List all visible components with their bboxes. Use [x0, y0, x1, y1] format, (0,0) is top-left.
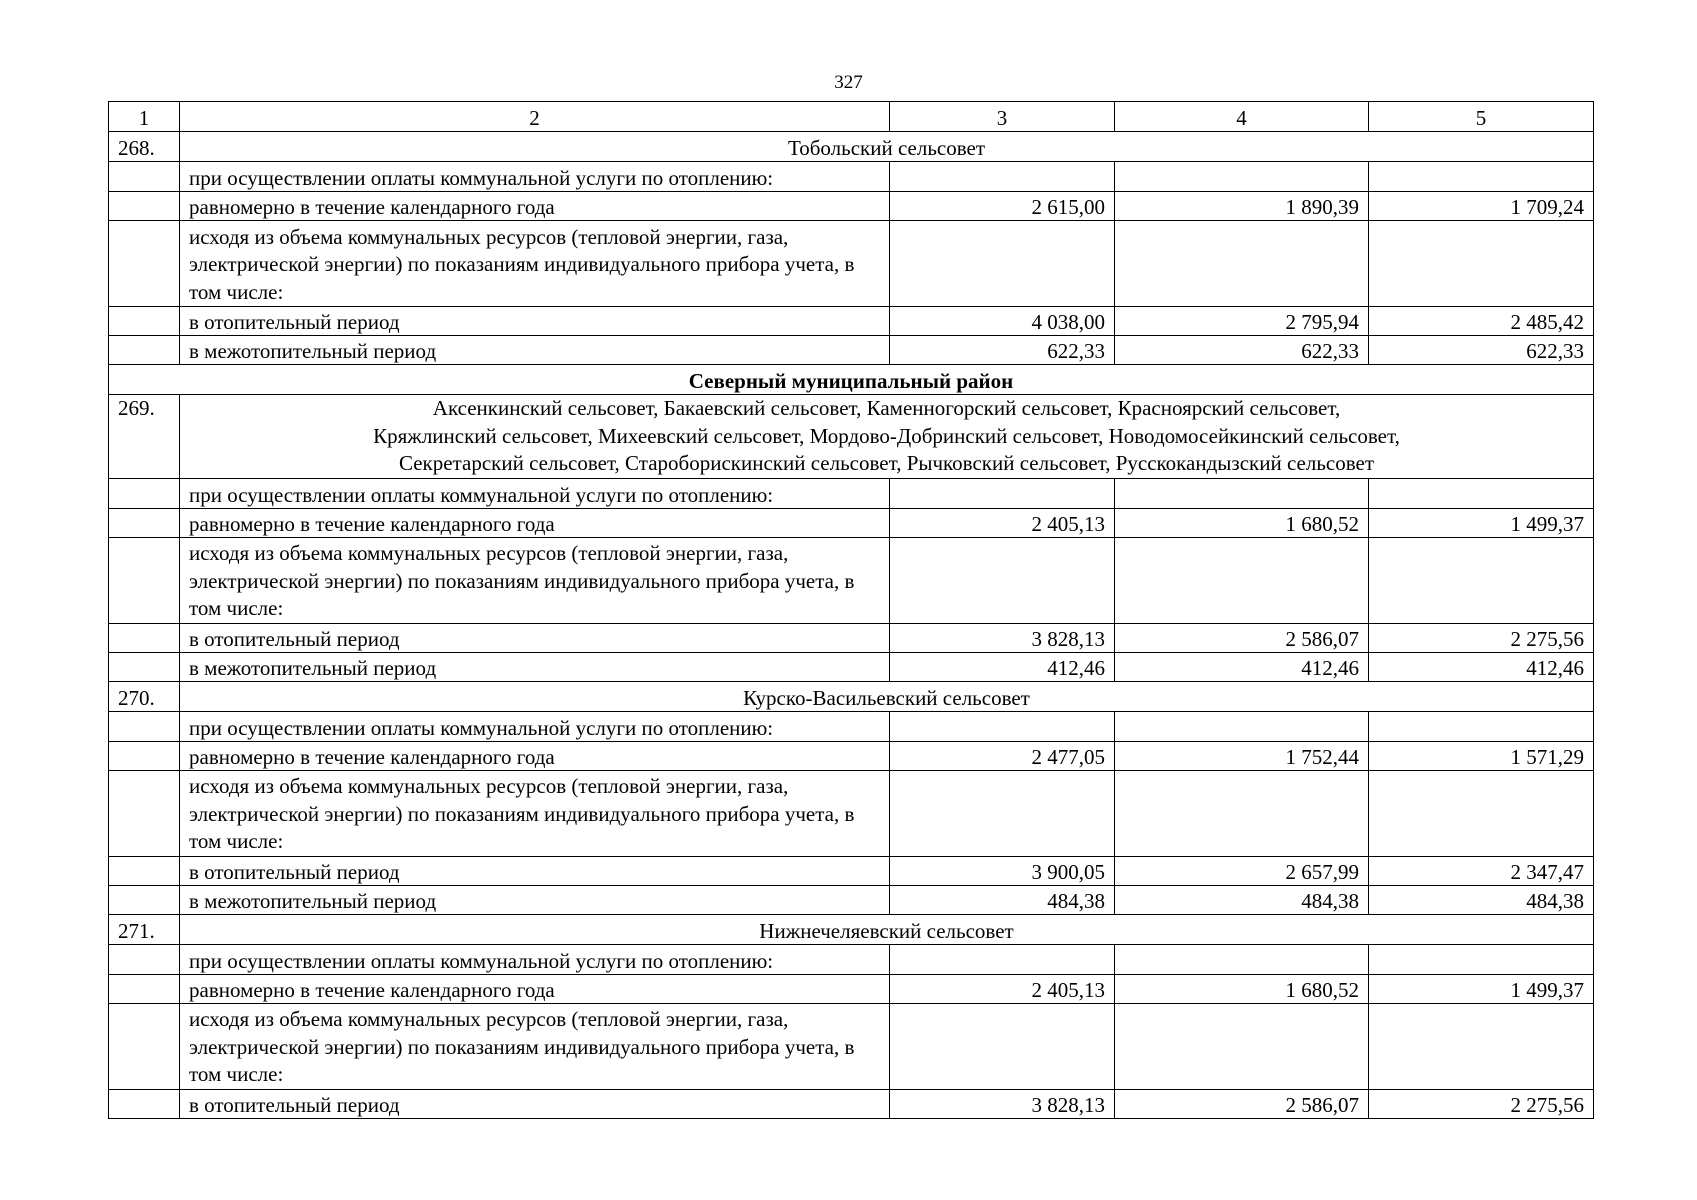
value-cell: 1 752,44: [1115, 741, 1369, 770]
value-cell: 2 586,07: [1115, 1089, 1369, 1118]
empty-cell: [1369, 162, 1594, 192]
empty-cell: [109, 711, 180, 741]
table-row: [109, 192, 1594, 221]
value-cell: 2 275,56: [1369, 623, 1594, 652]
table-row: [109, 974, 1594, 1003]
empty-cell: [109, 307, 180, 336]
empty-cell: [1369, 1003, 1594, 1089]
table-row: [109, 623, 1594, 652]
column-number: 3: [890, 102, 1115, 132]
table-row: [109, 770, 1594, 856]
settlement-list-line: Секретарский сельсовет, Староборискинский сельсовет, Рычковский сельсовет, Русскокандызский сельсовет: [398, 451, 1375, 475]
table-row: [109, 856, 1594, 885]
empty-cell: [109, 856, 180, 885]
table-row: [109, 885, 1594, 914]
item-number: 269.: [109, 395, 180, 479]
value-cell: 4 038,00: [890, 307, 1115, 336]
table-row: [109, 1089, 1594, 1118]
value-cell: 622,33: [890, 336, 1115, 365]
row-label: равномерно в течение календарного года: [180, 508, 890, 537]
empty-cell: [1115, 944, 1369, 974]
row-label: равномерно в течение календарного года: [180, 974, 890, 1003]
value-cell: 3 828,13: [890, 1089, 1115, 1118]
value-cell: 2 405,13: [890, 974, 1115, 1003]
value-cell: 2 615,00: [890, 192, 1115, 221]
row-label: в отопительный период: [180, 856, 890, 885]
table-row: [109, 711, 1594, 741]
item-number: 270.: [109, 681, 180, 711]
item-title-row: [109, 395, 1594, 479]
value-cell: 412,46: [890, 652, 1115, 681]
row-label: исходя из объема коммунальных ресурсов (тепловой энергии, газа, электрической энергии) по показаниям индивидуального прибора учета, в том числе:: [180, 1003, 890, 1089]
empty-cell: [1115, 162, 1369, 192]
table-row: [109, 652, 1594, 681]
empty-cell: [890, 1003, 1115, 1089]
value-cell: 2 485,42: [1369, 307, 1594, 336]
table-row: [109, 537, 1594, 623]
empty-cell: [109, 221, 180, 307]
row-label: в межотопительный период: [180, 336, 890, 365]
column-number: 2: [180, 102, 890, 132]
item-number: 271.: [109, 914, 180, 944]
value-cell: 1 571,29: [1369, 741, 1594, 770]
table-row: [109, 1003, 1594, 1089]
empty-cell: [1369, 770, 1594, 856]
empty-cell: [109, 537, 180, 623]
settlement-name: Тобольский сельсовет: [180, 132, 1594, 162]
row-label: равномерно в течение календарного года: [180, 192, 890, 221]
value-cell: 2 347,47: [1369, 856, 1594, 885]
item-number: 268.: [109, 132, 180, 162]
table-row: [109, 221, 1594, 307]
value-cell: 484,38: [1369, 885, 1594, 914]
row-label: равномерно в течение календарного года: [180, 741, 890, 770]
value-cell: 1 709,24: [1369, 192, 1594, 221]
empty-cell: [890, 478, 1115, 508]
empty-cell: [109, 478, 180, 508]
empty-cell: [1115, 221, 1369, 307]
row-label: при осуществлении оплаты коммунальной услуги по отоплению:: [180, 162, 890, 192]
empty-cell: [109, 336, 180, 365]
district-heading: Северный муниципальный район: [109, 365, 1594, 395]
empty-cell: [890, 711, 1115, 741]
value-cell: 412,46: [1369, 652, 1594, 681]
empty-cell: [890, 944, 1115, 974]
column-number: 1: [109, 102, 180, 132]
district-heading-row: [109, 365, 1594, 395]
table-row: [109, 307, 1594, 336]
empty-cell: [109, 1003, 180, 1089]
empty-cell: [1115, 711, 1369, 741]
value-cell: 622,33: [1369, 336, 1594, 365]
column-number: 5: [1369, 102, 1594, 132]
column-number-row: [109, 102, 1594, 132]
settlement-list-line: Аксенкинский сельсовет, Бакаевский сельсовет, Каменногорский сельсовет, Красноярский сельсовет,: [432, 396, 1341, 420]
table-row: [109, 336, 1594, 365]
row-label: исходя из объема коммунальных ресурсов (тепловой энергии, газа, электрической энергии) по показаниям индивидуального прибора учета, в том числе:: [180, 537, 890, 623]
empty-cell: [890, 770, 1115, 856]
value-cell: 2 275,56: [1369, 1089, 1594, 1118]
table-row: [109, 162, 1594, 192]
empty-cell: [109, 192, 180, 221]
tariff-table: [108, 101, 1594, 1119]
empty-cell: [890, 162, 1115, 192]
empty-cell: [1369, 537, 1594, 623]
value-cell: 484,38: [890, 885, 1115, 914]
value-cell: 1 890,39: [1115, 192, 1369, 221]
row-label: в межотопительный период: [180, 652, 890, 681]
empty-cell: [109, 944, 180, 974]
table-row: [109, 508, 1594, 537]
row-label: в отопительный период: [180, 623, 890, 652]
empty-cell: [109, 885, 180, 914]
empty-cell: [109, 652, 180, 681]
empty-cell: [1115, 537, 1369, 623]
empty-cell: [1369, 711, 1594, 741]
page-number: 327: [834, 72, 863, 93]
empty-cell: [109, 974, 180, 1003]
empty-cell: [109, 741, 180, 770]
row-label: в отопительный период: [180, 307, 890, 336]
settlement-name: Нижнечеляевский сельсовет: [180, 914, 1594, 944]
table-row: [109, 741, 1594, 770]
empty-cell: [1115, 478, 1369, 508]
value-cell: 2 657,99: [1115, 856, 1369, 885]
value-cell: 1 680,52: [1115, 508, 1369, 537]
item-title-row: [109, 132, 1594, 162]
row-label: исходя из объема коммунальных ресурсов (тепловой энергии, газа, электрической энергии) по показаниям индивидуального прибора учета, в том числе:: [180, 770, 890, 856]
value-cell: 2 405,13: [890, 508, 1115, 537]
empty-cell: [890, 537, 1115, 623]
empty-cell: [109, 162, 180, 192]
empty-cell: [1369, 944, 1594, 974]
row-label: при осуществлении оплаты коммунальной услуги по отоплению:: [180, 478, 890, 508]
value-cell: 622,33: [1115, 336, 1369, 365]
value-cell: 1 499,37: [1369, 508, 1594, 537]
empty-cell: [109, 1089, 180, 1118]
item-title-row: [109, 914, 1594, 944]
settlement-name: Курско-Васильевский сельсовет: [180, 681, 1594, 711]
row-label: в отопительный период: [180, 1089, 890, 1118]
value-cell: 3 900,05: [890, 856, 1115, 885]
value-cell: 484,38: [1115, 885, 1369, 914]
table-row: [109, 478, 1594, 508]
settlement-list: [180, 395, 1594, 479]
row-label: в межотопительный период: [180, 885, 890, 914]
value-cell: 2 795,94: [1115, 307, 1369, 336]
row-label: при осуществлении оплаты коммунальной услуги по отоплению:: [180, 944, 890, 974]
row-label: при осуществлении оплаты коммунальной услуги по отоплению:: [180, 711, 890, 741]
empty-cell: [1369, 478, 1594, 508]
empty-cell: [109, 770, 180, 856]
column-number: 4: [1115, 102, 1369, 132]
value-cell: 2 586,07: [1115, 623, 1369, 652]
row-label: исходя из объема коммунальных ресурсов (тепловой энергии, газа, электрической энергии) по показаниям индивидуального прибора учета, в том числе:: [180, 221, 890, 307]
empty-cell: [109, 508, 180, 537]
value-cell: 412,46: [1115, 652, 1369, 681]
value-cell: 2 477,05: [890, 741, 1115, 770]
empty-cell: [1369, 221, 1594, 307]
settlement-list-line: Кряжлинский сельсовет, Михеевский сельсовет, Мордово-Добринский сельсовет, Новодомосейкинский сельсовет,: [373, 423, 1400, 448]
table-row: [109, 944, 1594, 974]
empty-cell: [890, 221, 1115, 307]
empty-cell: [109, 623, 180, 652]
value-cell: 1 680,52: [1115, 974, 1369, 1003]
empty-cell: [1115, 770, 1369, 856]
value-cell: 3 828,13: [890, 623, 1115, 652]
empty-cell: [1115, 1003, 1369, 1089]
value-cell: 1 499,37: [1369, 974, 1594, 1003]
item-title-row: [109, 681, 1594, 711]
